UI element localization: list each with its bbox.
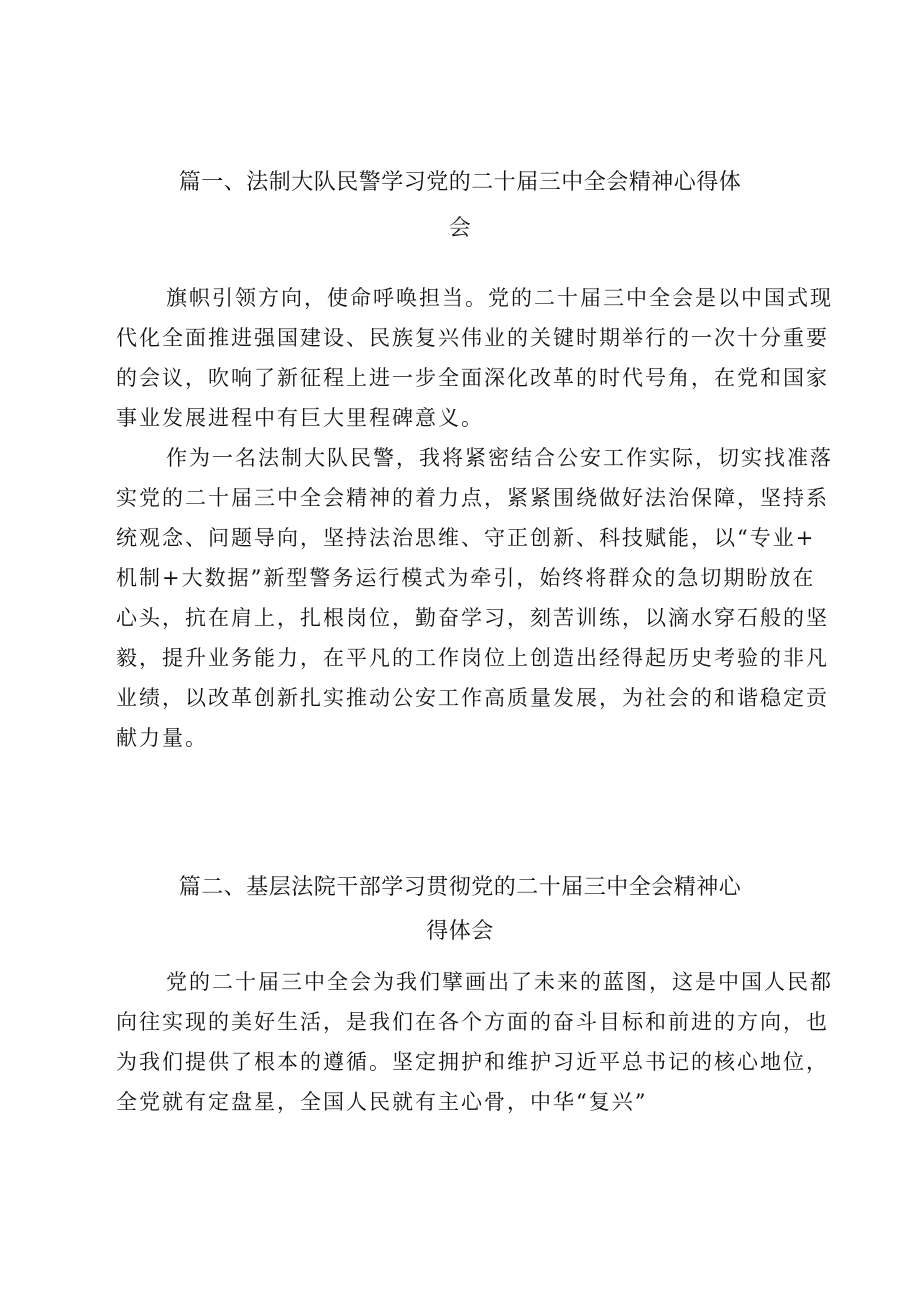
paragraph-line: 毅，提升业务能力，在平凡的工作岗位上创造出经得起历史考验的非凡 [116,646,829,670]
paragraph-line: 全党就有定盘星，全国人民就有主心骨，中华“复兴” [116,1090,648,1114]
section-1-body [116,278,834,758]
paragraph-line: 的会议，吹响了新征程上进一步全面深化改革的时代号角，在党和国家 [116,366,829,390]
paragraph-line: 事业发展进程中有巨大里程碑意义。 [116,406,484,430]
section-2-paragraph-1 [116,962,834,1122]
section-2-title-line: 得体会 [426,919,494,945]
paragraph-line: 向往实现的美好生活，是我们在各个方面的奋斗目标和前进的方向，也 [116,1010,829,1034]
section-2-title-line: 篇二、基层法院干部学习贯彻党的二十届三中全会精神心 [178,875,742,901]
paragraph-line: 为我们提供了根本的遵循。坚定拥护和维护习近平总书记的核心地位， [116,1050,829,1074]
paragraph-line: 机制+大数据”新型警务运行模式为牵引，始终将群众的急切期盼放在 [116,566,816,590]
paragraph-line: 统观念、问题导向，坚持法治思维、守正创新、科技赋能，以“专业+ [116,526,816,550]
section-2-body [116,962,834,1122]
paragraph-line: 实党的二十届三中全会精神的着力点，紧紧围绕做好法治保障，坚持系 [116,486,829,510]
paragraph-line: 代化全面推进强国建设、民族复兴伟业的关键时期举行的一次十分重要 [116,326,829,350]
paragraph-line: 作为一名法制大队民警，我将紧密结合公安工作实际，切实找准落 [166,446,833,470]
section-1-paragraph-2 [116,438,834,758]
paragraph-line: 党的二十届三中全会为我们擘画出了未来的蓝图，这是中国人民都 [166,970,833,994]
section-1-title [0,168,920,244]
section-1-title-line: 篇一、法制大队民警学习党的二十届三中全会精神心得体 [178,170,742,196]
paragraph-line: 心头，抗在肩上，扎根岗位，勤奋学习，刻苦训练，以滴水穿石般的坚 [116,606,829,630]
section-1-paragraph-1 [116,278,834,438]
paragraph-line: 旗帜引领方向，使命呼唤担当。党的二十届三中全会是以中国式现 [166,286,833,310]
paragraph-line: 业绩，以改革创新扎实推动公安工作高质量发展，为社会的和谐稳定贡 [116,686,829,710]
paragraph-line: 献力量。 [116,726,208,750]
section-2-title [0,873,920,947]
section-1-title-line: 会 [448,216,472,242]
